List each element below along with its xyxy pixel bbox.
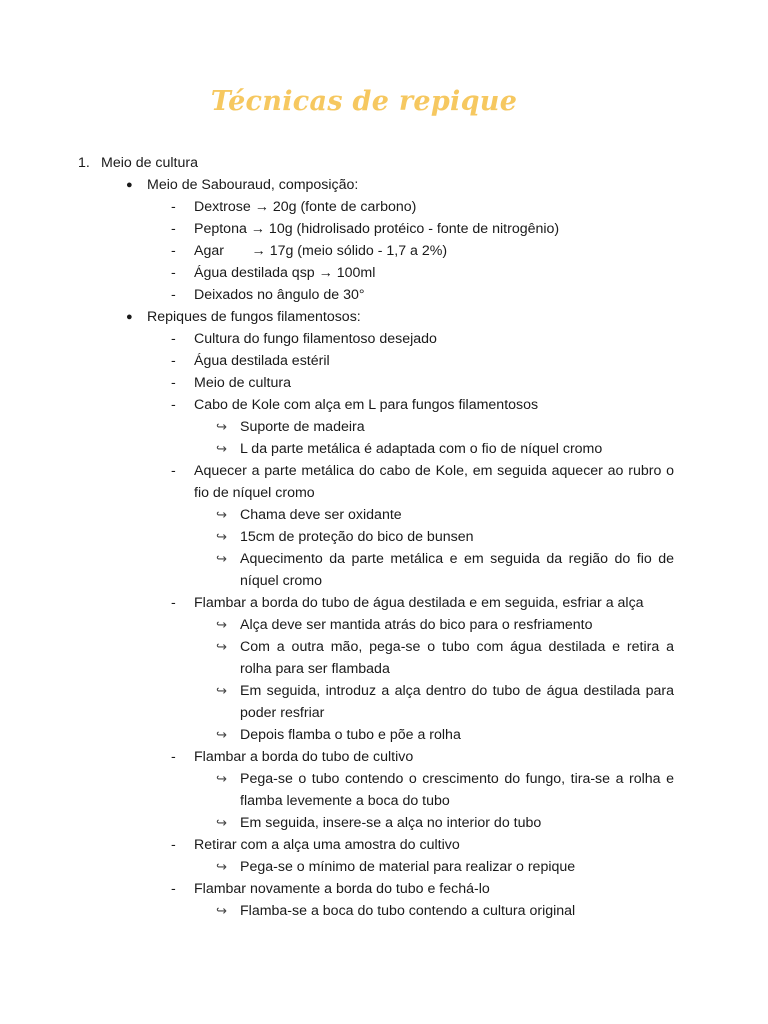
list-item-level-3 xyxy=(0,284,768,306)
list-item-text: Depois flamba o tubo e põe a rolha xyxy=(240,727,461,743)
list-item-text: Alça deve ser mantida atrás do bico para o resfriamento xyxy=(240,617,593,633)
document-title: Técnicas de repique xyxy=(210,86,518,117)
list-item-text: Flambar a borda do tubo de água destilada e em seguida, esfriar a alça xyxy=(194,595,644,611)
list-item-level-3 xyxy=(0,592,768,614)
arrow-bullet-icon: ↪ xyxy=(216,727,227,742)
list-item-level-3 xyxy=(0,372,768,394)
list-item-level-4 xyxy=(0,614,768,636)
arrow-bullet-icon: ↪ xyxy=(216,771,227,786)
dash-marker: - xyxy=(171,243,176,259)
list-item-level-1 xyxy=(0,152,768,174)
list-item-text: Em seguida, insere-se a alça no interior do tubo xyxy=(240,815,542,831)
list-item-text: Meio de cultura xyxy=(194,375,291,391)
dash-marker: - xyxy=(171,749,176,765)
list-item-level-4 xyxy=(0,548,768,592)
list-item-level-3 xyxy=(0,328,768,350)
arrow-bullet-icon: ↪ xyxy=(216,639,227,654)
dash-marker: - xyxy=(171,353,176,369)
list-item-text: L da parte metálica é adaptada com o fio de níquel cromo xyxy=(240,441,603,457)
list-item-text: Flambar a borda do tubo de cultivo xyxy=(194,749,414,765)
list-item-text: Peptona → 10g (hidrolisado protéico - fonte de nitrogênio) xyxy=(194,221,560,237)
arrow-bullet-icon: ↪ xyxy=(216,419,227,434)
arrow-bullet-icon: ↪ xyxy=(216,903,227,918)
list-item-level-4 xyxy=(0,526,768,548)
list-item-text: Cultura do fungo filamentoso desejado xyxy=(194,331,437,347)
list-item-level-4 xyxy=(0,812,768,834)
list-item-text: Aquecer a parte metálica do cabo de Kole, em seguida aquecer ao rubro o fio de níquel cromo xyxy=(194,463,674,501)
list-item-level-4 xyxy=(0,680,768,724)
dash-marker: - xyxy=(171,397,176,413)
number-marker: 1. xyxy=(78,155,90,171)
list-item-level-4 xyxy=(0,438,768,460)
list-item-level-3 xyxy=(0,460,768,504)
list-item-level-4 xyxy=(0,856,768,878)
list-item-text: Aquecimento da parte metálica e em seguida da região do fio de níquel cromo xyxy=(240,551,674,589)
arrow-bullet-icon: ↪ xyxy=(216,529,227,544)
arrow-bullet-icon: ↪ xyxy=(216,617,227,632)
list-item-level-4 xyxy=(0,768,768,812)
list-item-level-2 xyxy=(0,174,768,196)
arrow-bullet-icon: ↪ xyxy=(216,551,227,566)
list-item-level-3 xyxy=(0,746,768,768)
notes-list xyxy=(0,152,768,922)
list-item-text: Com a outra mão, pega-se o tubo com água destilada e retira a rolha para ser flambada xyxy=(240,639,674,677)
dash-marker: - xyxy=(171,331,176,347)
dash-marker: - xyxy=(171,221,176,237)
dash-marker: - xyxy=(171,837,176,853)
list-item-text: Retirar com a alça uma amostra do cultivo xyxy=(194,837,460,853)
list-item-level-4 xyxy=(0,416,768,438)
list-item-level-3 xyxy=(0,350,768,372)
bullet-marker: ● xyxy=(126,179,133,191)
arrow-bullet-icon: ↪ xyxy=(216,441,227,456)
list-item-level-3 xyxy=(0,834,768,856)
list-item-level-4 xyxy=(0,504,768,526)
list-item-level-3 xyxy=(0,218,768,240)
list-item-text: Dextrose → 20g (fonte de carbono) xyxy=(194,199,417,215)
dash-marker: - xyxy=(171,265,176,281)
list-item-text: Flamba-se a boca do tubo contendo a cultura original xyxy=(240,903,576,919)
list-item-level-3 xyxy=(0,878,768,900)
list-item-text: Suporte de madeira xyxy=(240,419,365,435)
dash-marker: - xyxy=(171,375,176,391)
list-item-text: Pega-se o mínimo de material para realizar o repique xyxy=(240,859,576,875)
list-item-text: Água destilada estéril xyxy=(194,353,330,369)
list-item-text: Chama deve ser oxidante xyxy=(240,507,402,523)
arrow-bullet-icon: ↪ xyxy=(216,859,227,874)
list-item-text: Meio de cultura xyxy=(101,155,198,171)
list-item-level-4 xyxy=(0,636,768,680)
arrow-bullet-icon: ↪ xyxy=(216,815,227,830)
list-item-text: Deixados no ângulo de 30° xyxy=(194,287,365,303)
dash-marker: - xyxy=(171,595,176,611)
dash-marker: - xyxy=(171,881,176,897)
dash-marker: - xyxy=(171,287,176,303)
list-item-level-4 xyxy=(0,724,768,746)
list-item-text: Meio de Sabouraud, composição: xyxy=(147,177,359,193)
list-item-level-3 xyxy=(0,196,768,218)
list-item-level-3 xyxy=(0,240,768,262)
list-item-text: Repiques de fungos filamentosos: xyxy=(147,309,361,325)
list-item-level-4 xyxy=(0,900,768,922)
list-item-level-3 xyxy=(0,394,768,416)
list-item-text: 15cm de proteção do bico de bunsen xyxy=(240,529,474,545)
list-item-text: Flambar novamente a borda do tubo e fechá-lo xyxy=(194,881,490,897)
arrow-bullet-icon: ↪ xyxy=(216,683,227,698)
dash-marker: - xyxy=(171,463,176,479)
list-item-text: Pega-se o tubo contendo o crescimento do fungo, tira-se a rolha e flamba levemente a boca do tubo xyxy=(240,771,674,809)
dash-marker: - xyxy=(171,199,176,215)
bullet-marker: ● xyxy=(126,311,133,323)
list-item-text: Agar → 17g (meio sólido - 1,7 a 2%) xyxy=(194,243,448,259)
arrow-bullet-icon: ↪ xyxy=(216,507,227,522)
list-item-text: Água destilada qsp → 100ml xyxy=(194,265,376,281)
list-item-text: Cabo de Kole com alça em L para fungos filamentosos xyxy=(194,397,539,413)
list-item-level-3 xyxy=(0,262,768,284)
list-item-level-2 xyxy=(0,306,768,328)
list-item-text: Em seguida, introduz a alça dentro do tubo de água destilada para poder resfriar xyxy=(240,683,674,721)
